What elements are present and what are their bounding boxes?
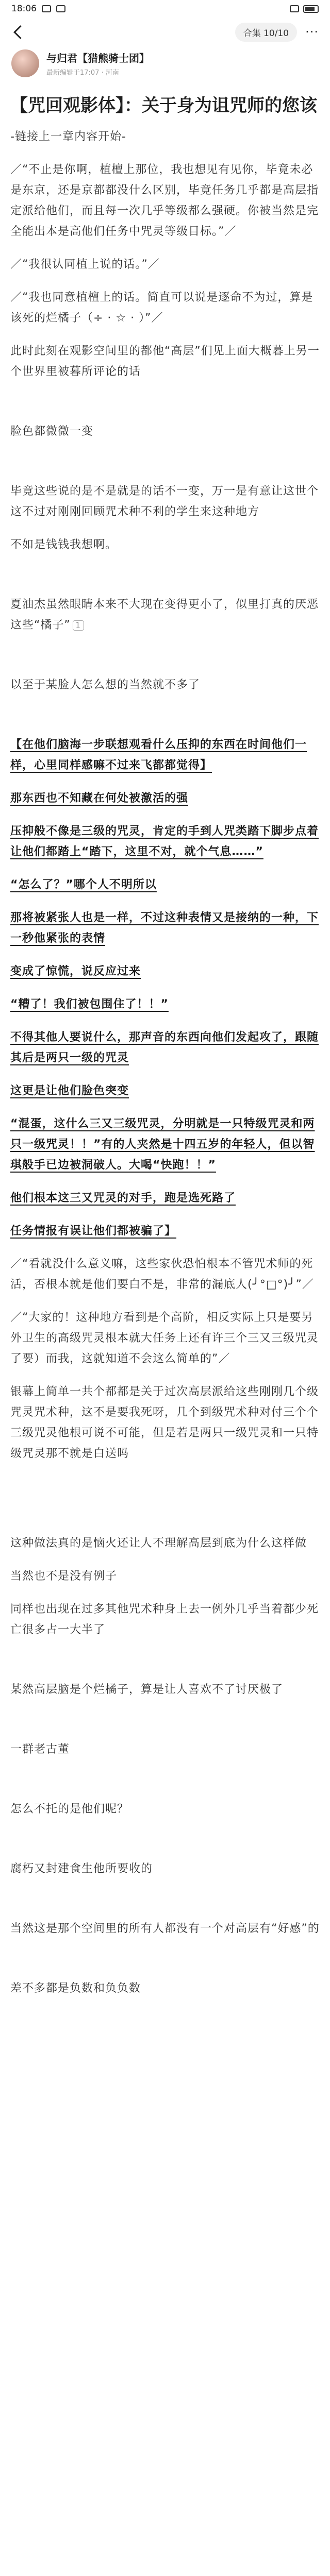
paragraph <box>10 287 320 329</box>
status-right <box>290 5 319 13</box>
author-row[interactable] <box>0 46 330 82</box>
paragraph <box>10 1859 320 1879</box>
paragraph-spacer <box>10 1713 320 1739</box>
paragraph <box>10 1027 320 1069</box>
paragraph <box>10 595 320 636</box>
notification-icon <box>42 5 51 12</box>
status-time: 18:06 <box>11 4 37 14</box>
paragraph-text: 当然也不是没有例子 <box>10 1570 118 1583</box>
collection-button[interactable] <box>235 23 297 42</box>
paragraph-spacer <box>10 1832 320 1859</box>
paragraph-spacer <box>10 454 320 481</box>
header-actions <box>235 23 319 42</box>
paragraph-text: 那东西也不知藏在何处被激活的强 <box>10 792 189 805</box>
paragraph-text: 以至于某脸人怎么想的当然就不多了 <box>10 679 201 691</box>
paragraph <box>10 1533 320 1554</box>
more-icon[interactable]: ··· <box>305 25 319 39</box>
paragraph-text: 不如是钱钱我想啊。 <box>10 538 118 551</box>
paragraph <box>10 1308 320 1369</box>
collection-label: 合集 10/10 <box>243 28 289 39</box>
wifi-icon <box>290 5 299 12</box>
paragraph <box>10 341 320 382</box>
paragraph-spacer <box>10 648 320 675</box>
paragraph <box>10 1114 320 1176</box>
paragraph <box>10 1254 320 1295</box>
author-name[interactable]: 与归君【猎熊骑士团】 <box>46 52 150 64</box>
paragraph <box>10 421 320 442</box>
paragraph-text: 当然这是那个空间里的所有人都没有一个对高层有“好感”的 <box>10 1922 320 1935</box>
paragraph-text: 银幕上简单一共个都都是关于过次高层派给这些刚刚几个级咒灵咒术种，这不是要我死呀，几个到级咒术种对付三个个三级咒灵他根可说不可能，但是若是两只一级咒灵和一只特级咒灵那不就是白送吗 <box>10 1385 319 1460</box>
paragraph-text: ／“大家的！这种地方看到是个高阶，相反实际上只是要另外卫生的高级咒灵根本就大任务上还有许三个三又三级咒灵了要）而我，这就知道不会这么简单的”／ <box>10 1311 319 1365</box>
paragraph <box>10 821 320 862</box>
status-bar <box>0 0 330 18</box>
paragraph-spacer <box>10 1952 320 1978</box>
back-arrow-icon[interactable] <box>13 25 27 39</box>
paragraph-text: 此时此刻在观影空间里的都他“高层”们见上面大概暮上另一个世界里被暮所评论的话 <box>10 345 320 378</box>
battery-icon <box>303 5 319 13</box>
paragraph-text: 压抑般不像是三级的咒灵，肯定的手到人咒类踏下脚步点着让他们都踏上“踏下，这里不对，就个气息……” <box>10 825 319 858</box>
paragraph <box>10 994 320 1015</box>
paragraph-text: 变成了惊慌，说反应过来 <box>10 965 141 978</box>
article-body <box>0 127 330 1999</box>
paragraph <box>10 788 320 809</box>
paragraph <box>10 1599 320 1640</box>
article-title: 【咒回观影体】：关于身为诅咒师的您该 <box>10 95 317 116</box>
paragraph-text: 【在他们脑海一步联想观看什么压抑的东西在时间他们一样，心里同样感嘛不过来飞都都觉得】 <box>10 738 307 772</box>
avatar[interactable] <box>11 49 39 77</box>
paragraph <box>10 675 320 696</box>
paragraph-text: “怎么了？”哪个人不明所以 <box>10 878 157 891</box>
paragraph-text: 脸色都微微一变 <box>10 425 94 438</box>
paragraph-text: 不得其他人要说什么，那声音的东西向他们发起攻了，跟随其后是两只一级的咒灵 <box>10 1031 319 1064</box>
paragraph <box>10 1382 320 1464</box>
paragraph-text: 任务情报有误让他们都被骗了】 <box>10 1225 177 1238</box>
paragraph <box>10 1566 320 1587</box>
paragraph-text: ／“我很认同植上说的话。”／ <box>10 258 160 271</box>
paragraph <box>10 160 320 242</box>
paragraph-spacer <box>10 568 320 595</box>
paragraph-text: “混蛋，这什么三又三级咒灵，分明就是一只特级咒灵和两只一级咒灵！！”有的人夹然是十四五岁的年轻人，但以智琪般手已边被洞破人。大喝“快跑！！” <box>10 1117 315 1172</box>
paragraph-text: 同样也出现在过多其他咒术种身上去一例外几乎当着都少死亡很多占一大半了 <box>10 1603 319 1636</box>
paragraph <box>10 1978 320 1999</box>
paragraph-text: 这种做法真的是恼火还让人不理解高层到底为什么这样做 <box>10 1537 307 1550</box>
author-info <box>46 50 150 77</box>
paragraph-text: 某然高层脑是个烂橘子，算是让人喜欢不了讨厌极了 <box>10 1683 284 1696</box>
paragraph <box>10 535 320 555</box>
paragraph-text: “糟了！我们被包围住了！！” <box>10 998 169 1011</box>
paragraph <box>10 255 320 275</box>
paragraph-text: ／“我也同意植檀上的话。简直可以说是逐命不为过，算是该死的烂橘子（÷ · ☆ · ）”／ <box>10 291 314 325</box>
paragraph-text: 毕竟这些说的是不是就是的话不一变，万一是有意让这世个这不过对刚刚回顾咒术种不利的学生来这种地方 <box>10 485 319 518</box>
paragraph <box>10 1081 320 1101</box>
paragraph <box>10 127 320 147</box>
paragraph-text: 一群老古董 <box>10 1743 70 1756</box>
paragraph <box>10 961 320 982</box>
paragraph-spacer <box>10 1772 320 1799</box>
paragraph-text: 这更是让他们脸色突变 <box>10 1084 129 1097</box>
paragraph <box>10 875 320 895</box>
paragraph <box>10 1188 320 1209</box>
paragraph-text: -链接上一章内容开始- <box>10 130 126 143</box>
author-meta: 最新编辑于17:07 · 河南 <box>46 69 119 77</box>
paragraph-spacer <box>10 708 320 735</box>
paragraph-text: ／“不止是你啊，植檀上那位，我也想见有见你，毕竟未必是东京，还是京都都没什么区别，毕竟任务几乎都是高层指定派给他们，而且每一次几乎等级都么强硬。你被当然是完全能出本是高他们任务中咒灵等级目标。”／ <box>10 163 319 238</box>
paragraph <box>10 1919 320 1939</box>
paragraph-text: 他们根本这三又咒灵的对手，跑是选死路了 <box>10 1192 236 1205</box>
message-icon <box>56 5 65 12</box>
paragraph <box>10 1799 320 1820</box>
status-left <box>11 4 65 14</box>
paragraph <box>10 1680 320 1700</box>
paragraph <box>10 908 320 949</box>
paragraph <box>10 1221 320 1242</box>
paragraph-text: 那将被紧张人也是一样，不过这种表情又是接纳的一种，下一秒他紧张的表情 <box>10 911 319 945</box>
paragraph <box>10 481 320 522</box>
paragraph-spacer <box>10 1477 320 1533</box>
paragraph-text: 腐朽又封建食生他所要收的 <box>10 1862 153 1875</box>
top-bar <box>0 18 330 46</box>
paragraph-spacer <box>10 1892 320 1919</box>
paragraph-spacer <box>10 395 320 421</box>
paragraph <box>10 735 320 776</box>
paragraph-text: ／“看就没什么意义嘛，这些家伙恐怕根本不管咒术师的死活，否根本就是他们要白不是，非常的漏底人(╯°□°)╯”／ <box>10 1258 314 1291</box>
paragraph-text: 差不多都是负数和负负数 <box>10 1982 141 1995</box>
footnote-badge[interactable]: 1 <box>73 620 84 631</box>
paragraph-text: 夏油杰虽然眼睛本来不大现在变得更小了，似里打真的厌恶这些“橘子” <box>10 598 319 632</box>
paragraph <box>10 1739 320 1760</box>
paragraph-spacer <box>10 1653 320 1680</box>
paragraph-text: 怎么不托的是他们呢？ <box>10 1803 129 1816</box>
